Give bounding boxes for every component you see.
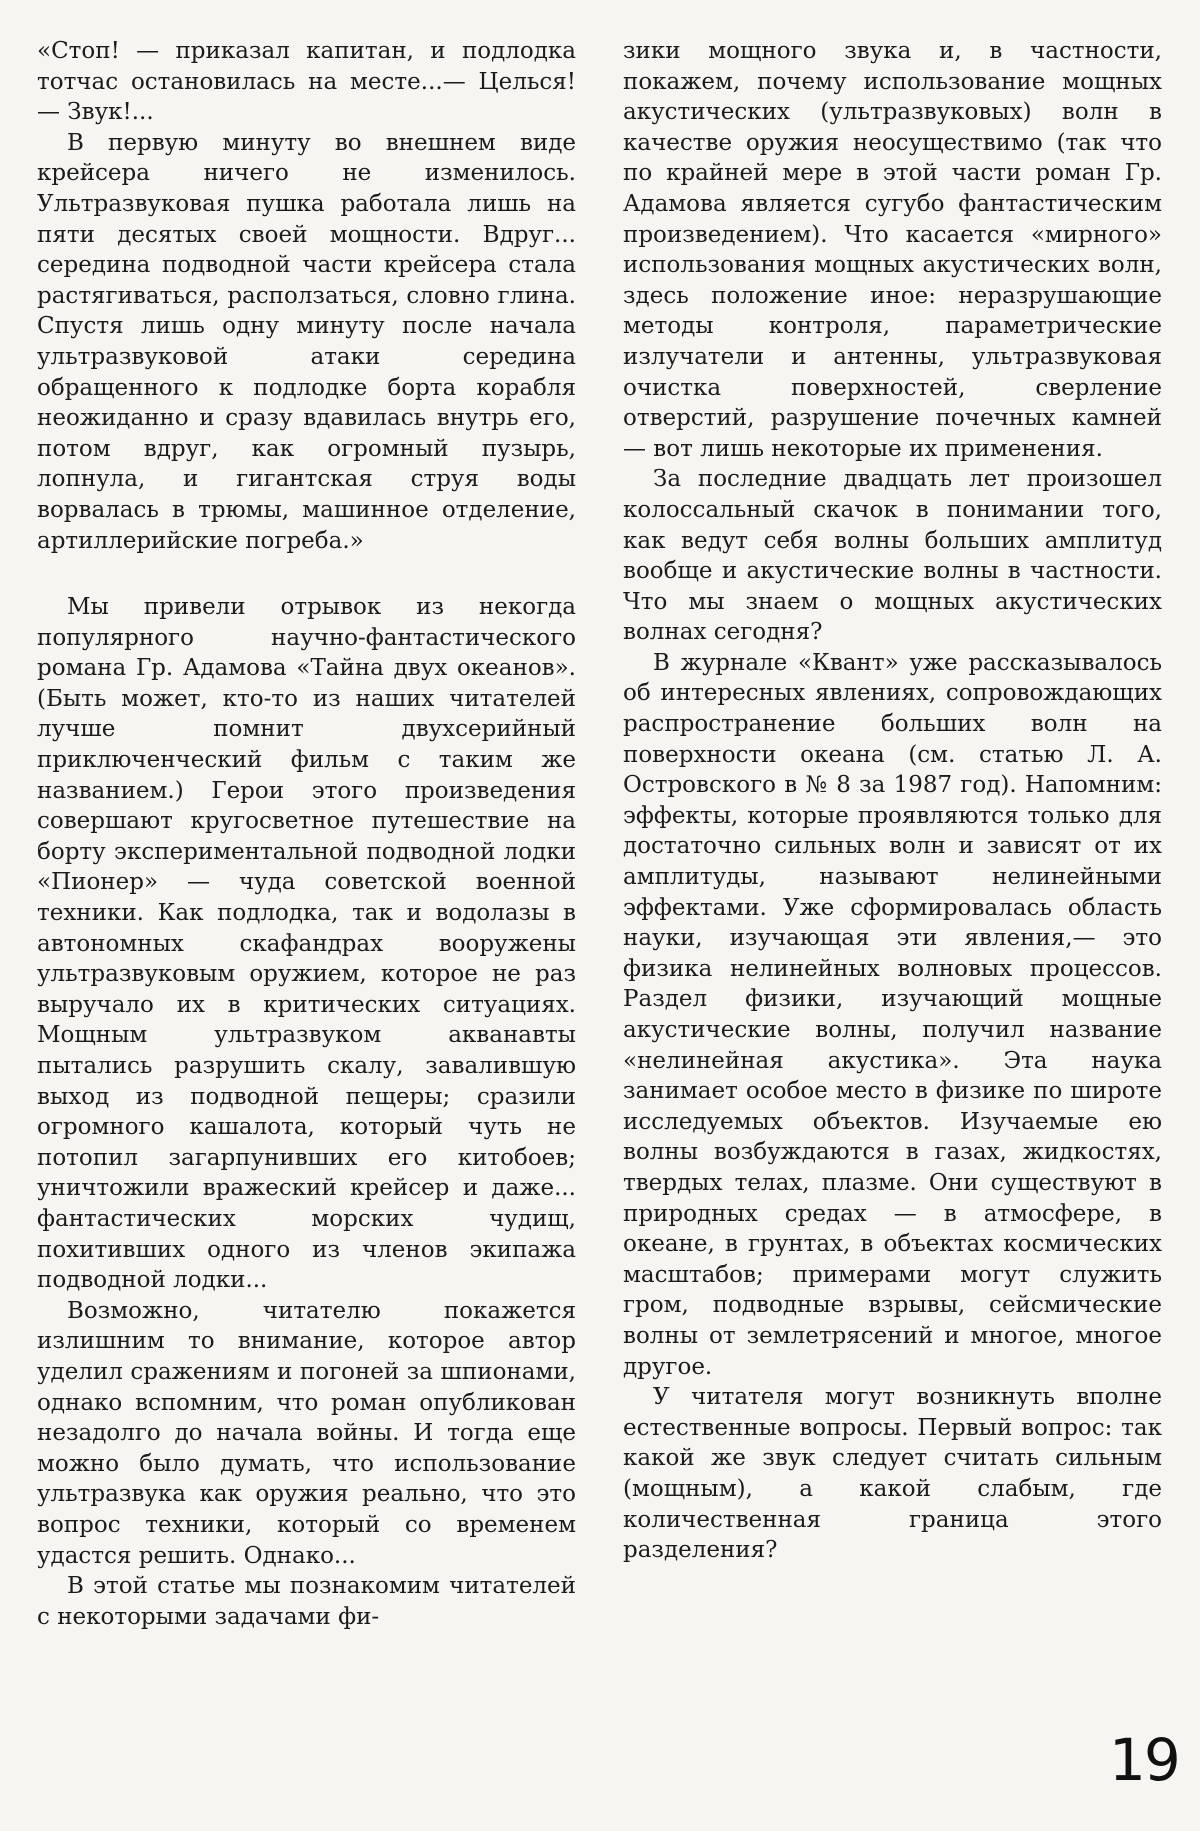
article-paragraph-1: Мы привели отрывок из некогда популярного научно-фантастического романа Гр. Адамова «Тайна двух океанов». (Быть может, кто-то из наших читателей лучше помнит двухсерийный приключенческий фильм с таким же названием.) Герои этого произведения совершают кругосветное путешествие на борту экспериментальной подводной лодки «Пионер» — чуда советской военной техники. Как подлодка, так и водолазы в автономных скафандрах вооружены ультразвуковым оружием, которое не раз выручало их в критических ситуациях. Мощным ультразвуком акванавты пытались разрушить скалу, завалившую выход из подводной пещеры; сразили огромного кашалота, который чуть не потопил загарпунивших его китобоев; уничтожили вражеский крейсер и даже... фантастических морских чудищ, похитивших одного из членов экипажа подводной лодки... [37, 594, 576, 1294]
novel-quote-continued: В первую минуту во внешнем виде крейсера ничего не изменилось. Ультразвуковая пушка работала лишь на пяти десятых своей мощности. Вдруг... середина подводной части крейсера стала растягиваться, расползаться, словно глина. Спустя лишь одну минуту после начала ультразвуковой атаки середина обращенного к подлодке борта корабля неожиданно и сразу вдавилась внутрь его, потом вдруг, как огромный пузырь, лопнула, и гигантская струя воды ворвалась в трюмы, машинное отделение, артиллерийские погреба.» [37, 129, 576, 554]
article-paragraph-2: Возможно, читателю покажется излишним то внимание, которое автор уделил сражениям и погоней за шпионами, однако вспомним, что роман опубликован незадолго до начала войны. И тогда еще можно было думать, что использование ультразвука как оружия реально, что это вопрос техники, который со временем удастся решить. Однако... [37, 1297, 576, 1569]
right-column [623, 36, 1162, 1566]
left-column [37, 36, 576, 1632]
article-paragraph-6: У читателя могут возникнуть вполне естественные вопросы. Первый вопрос: так какой же звук следует считать сильным (мощным), а какой слабым, где количественная граница этого разделения? [623, 1384, 1162, 1564]
page-number: 19 [1109, 1726, 1179, 1794]
article-paragraph-5: В журнале «Квант» уже рассказывалось об интересных явлениях, сопровождающих распространение больших волн на поверхности океана (см. статью Л. А. Островского в № 8 за 1987 год). Напомним: эффекты, которые проявляются только для достаточно сильных волн и зависят от их амплитуды, называют нелинейными эффектами. Уже сформировалась область науки, изучающая эти явления,— это физика нелинейных волновых процессов. Раздел физики, изучающий мощные акустические волны, получил название «нелинейная акустика». Эта наука занимает особое место в физике по широте исследуемых объектов. Изучаемые ею волны возбуждаются в газах, жидкостях, твердых телах, плазме. Они существуют в природных средах — в атмосфере, в океане, в грунтах, в объектах космических масштабов; примерами могут служить гром, подводные взрывы, сейсмические волны от землетрясений и многое, многое другое. [623, 649, 1162, 1380]
article-paragraph-3-start: В этой статье мы познакомим читателей с некоторыми задачами фи- [37, 1573, 576, 1630]
novel-quote: «Стоп! — приказал капитан, и подлодка тотчас остановилась на месте...— Целься! — Звук!... [37, 38, 576, 126]
article-paragraph-4: За последние двадцать лет произошел колоссальный скачок в понимании того, как ведут себя волны больших амплитуд вообще и акустические волны в частности. Что мы знаем о мощных акустических волнах сегодня? [623, 466, 1162, 646]
article-paragraph-3-end: зики мощного звука и, в частности, покажем, почему использование мощных акустических (ультразвуковых) волн в качестве оружия неосуществимо (так что по крайней мере в этой части роман Гр. Адамова является сугубо фантастическим произведением). Что касается «мирного» использования мощных акустических волн, здесь положение иное: неразрушающие методы контроля, параметрические излучатели и антенны, ультразвуковая очистка поверхностей, сверление отверстий, разрушение почечных камней — вот лишь некоторые их применения. [623, 38, 1162, 462]
